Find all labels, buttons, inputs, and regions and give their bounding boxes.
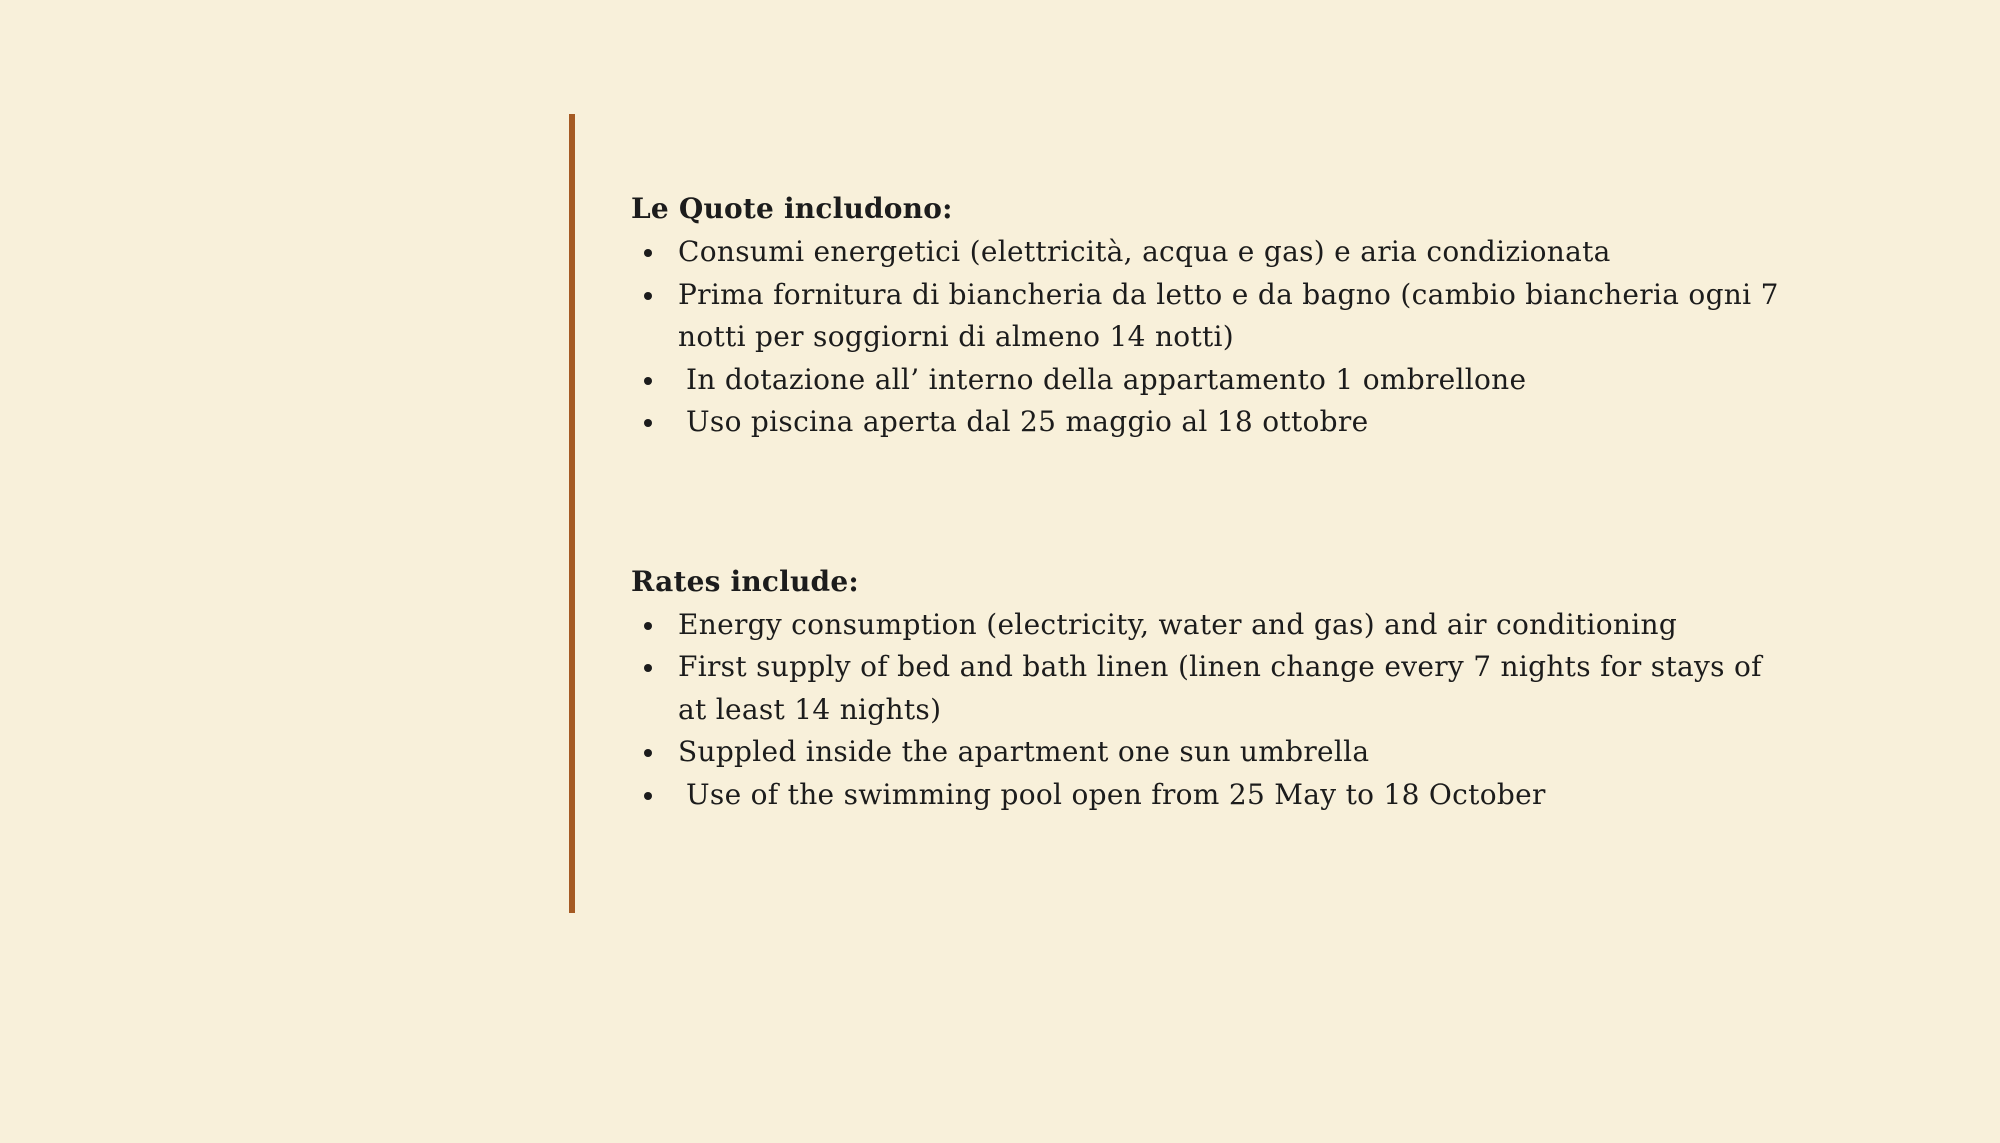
italian-list	[631, 231, 1781, 444]
list-item-text: First supply of bed and bath linen (linen change every 7 nights for stays of at least 14 nights)	[678, 650, 1762, 726]
accent-bar	[569, 114, 575, 913]
bullet-icon	[644, 664, 652, 672]
english-section	[631, 560, 1781, 817]
bullet-icon	[644, 249, 652, 257]
list-item-text: Prima fornitura di biancheria da letto e da bagno (cambio biancheria ogni 7 notti per soggiorni di almeno 14 notti)	[678, 277, 1779, 353]
list-item	[631, 401, 1781, 444]
english-title: Rates include:	[631, 564, 859, 598]
list-item	[631, 274, 1781, 359]
bullet-icon	[644, 292, 652, 300]
list-item-text: Uso piscina aperta dal 25 maggio al 18 ottobre	[686, 405, 1369, 438]
bullet-icon	[644, 622, 652, 630]
bullet-icon	[644, 377, 652, 385]
list-item	[631, 774, 1781, 817]
list-item-text: Use of the swimming pool open from 25 May to 18 October	[686, 777, 1546, 811]
list-item	[631, 359, 1781, 402]
list-item	[631, 731, 1781, 774]
bullet-icon	[644, 749, 652, 757]
list-item-text: Consumi energetici (elettricità, acqua e gas) e aria condizionata	[678, 235, 1611, 268]
rates-content	[631, 187, 1781, 816]
list-item-text: In dotazione all’ interno della appartamento 1 ombrellone	[686, 362, 1527, 396]
list-item-text: Suppled inside the apartment one sun umbrella	[678, 735, 1370, 768]
bullet-icon	[644, 419, 652, 427]
list-item-text: Energy consumption (electricity, water and gas) and air conditioning	[678, 607, 1678, 641]
italian-title: Le Quote includono:	[631, 192, 953, 225]
english-list	[631, 604, 1781, 817]
list-item	[631, 646, 1781, 731]
list-item	[631, 604, 1781, 647]
italian-section	[631, 187, 1781, 444]
bullet-icon	[644, 792, 652, 800]
list-item	[631, 231, 1781, 274]
